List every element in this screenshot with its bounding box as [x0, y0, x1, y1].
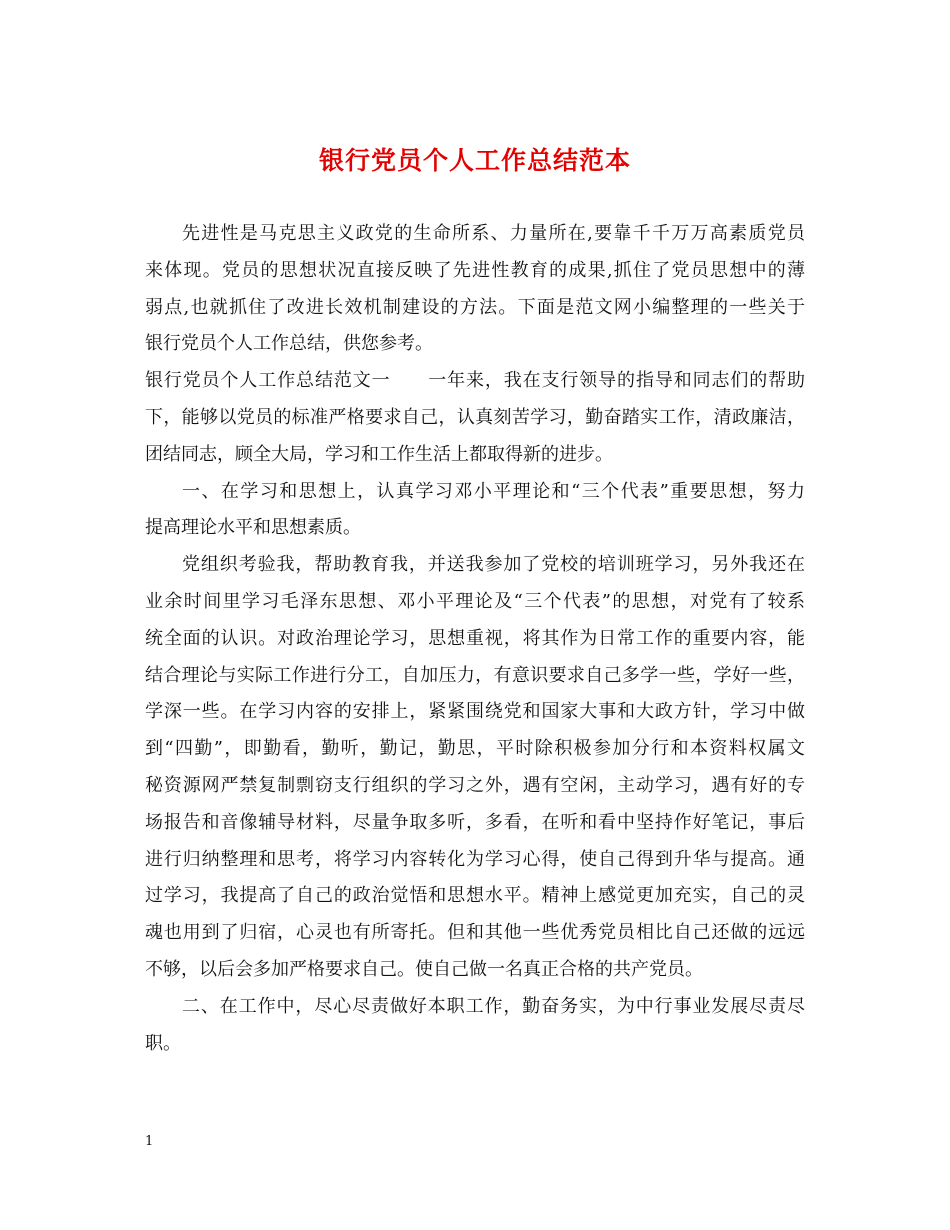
text-line: 弱点,也就抓住了改进长效机制建设的方法。下面是范文网小编整理的一些关于	[145, 296, 805, 318]
page-number: 1	[145, 1134, 154, 1149]
text-line: 场报告和音像辅导材料，尽量争取多听，多看，在听和看中坚持作好笔记，事后	[145, 811, 805, 833]
text-line: 不够，以后会多加严格要求自己。使自己做一名真正合格的共产党员。	[145, 958, 703, 980]
text-line: 秘资源网严禁复制剽窃支行组织的学习之外，遇有空闲，主动学习，遇有好的专	[145, 774, 805, 796]
text-line: 统全面的认识。对政治理论学习，思想重视，将其作为日常工作的重要内容，能	[145, 627, 805, 649]
text-line: 职。	[145, 1032, 181, 1054]
text-line: 银行党员个人工作总结，供您参考。	[145, 333, 433, 355]
text-line: 二、在工作中，尽心尽责做好本职工作，勤奋务实，为中行事业发展尽责尽	[182, 995, 805, 1017]
text-line: 银行党员个人工作总结范文一 一年来，我在支行领导的指导和同志们的帮助	[145, 370, 805, 392]
text-line: 结合理论与实际工作进行分工，自加压力，有意识要求自己多学一些，学好一些，	[145, 664, 805, 686]
document-title: 银行党员个人工作总结范本	[318, 146, 631, 175]
document-body	[145, 216, 805, 1062]
text-line: 下，能够以党员的标准严格要求自己，认真刻苦学习，勤奋踏实工作，清政廉洁，	[145, 406, 805, 428]
text-line: 过学习，我提高了自己的政治觉悟和思想水平。精神上感觉更加充实，自己的灵	[145, 885, 805, 907]
text-line: 提高理论水平和思想素质。	[145, 517, 361, 539]
text-line: 一、在学习和思想上，认真学习邓小平理论和“三个代表”重要思想，努力	[182, 480, 805, 502]
text-line: 业余时间里学习毛泽东思想、邓小平理论及“三个代表”的思想，对党有了较系	[145, 590, 805, 612]
text-line: 学深一些。在学习内容的安排上，紧紧围绕党和国家大事和大政方针，学习中做	[145, 701, 805, 723]
text-line: 党组织考验我，帮助教育我，并送我参加了党校的培训班学习，另外我还在	[182, 554, 805, 576]
text-line: 先进性是马克思主义政党的生命所系、力量所在,要靠千千万万高素质党员	[182, 223, 805, 244]
text-line: 魂也用到了归宿，心灵也有所寄托。但和其他一些优秀党员相比自己还做的远远	[145, 922, 805, 944]
text-line: 到“四勤”，即勤看，勤听，勤记，勤思，平时除积极参加分行和本资料权属文	[145, 738, 805, 760]
text-line: 团结同志，顾全大局，学习和工作生活上都取得新的进步。	[145, 443, 613, 465]
text-line: 来体现。党员的思想状况直接反映了先进性教育的成果,抓住了党员思想中的薄	[145, 259, 805, 281]
text-line: 进行归纳整理和思考，将学习内容转化为学习心得，使自己得到升华与提高。通	[145, 848, 805, 870]
